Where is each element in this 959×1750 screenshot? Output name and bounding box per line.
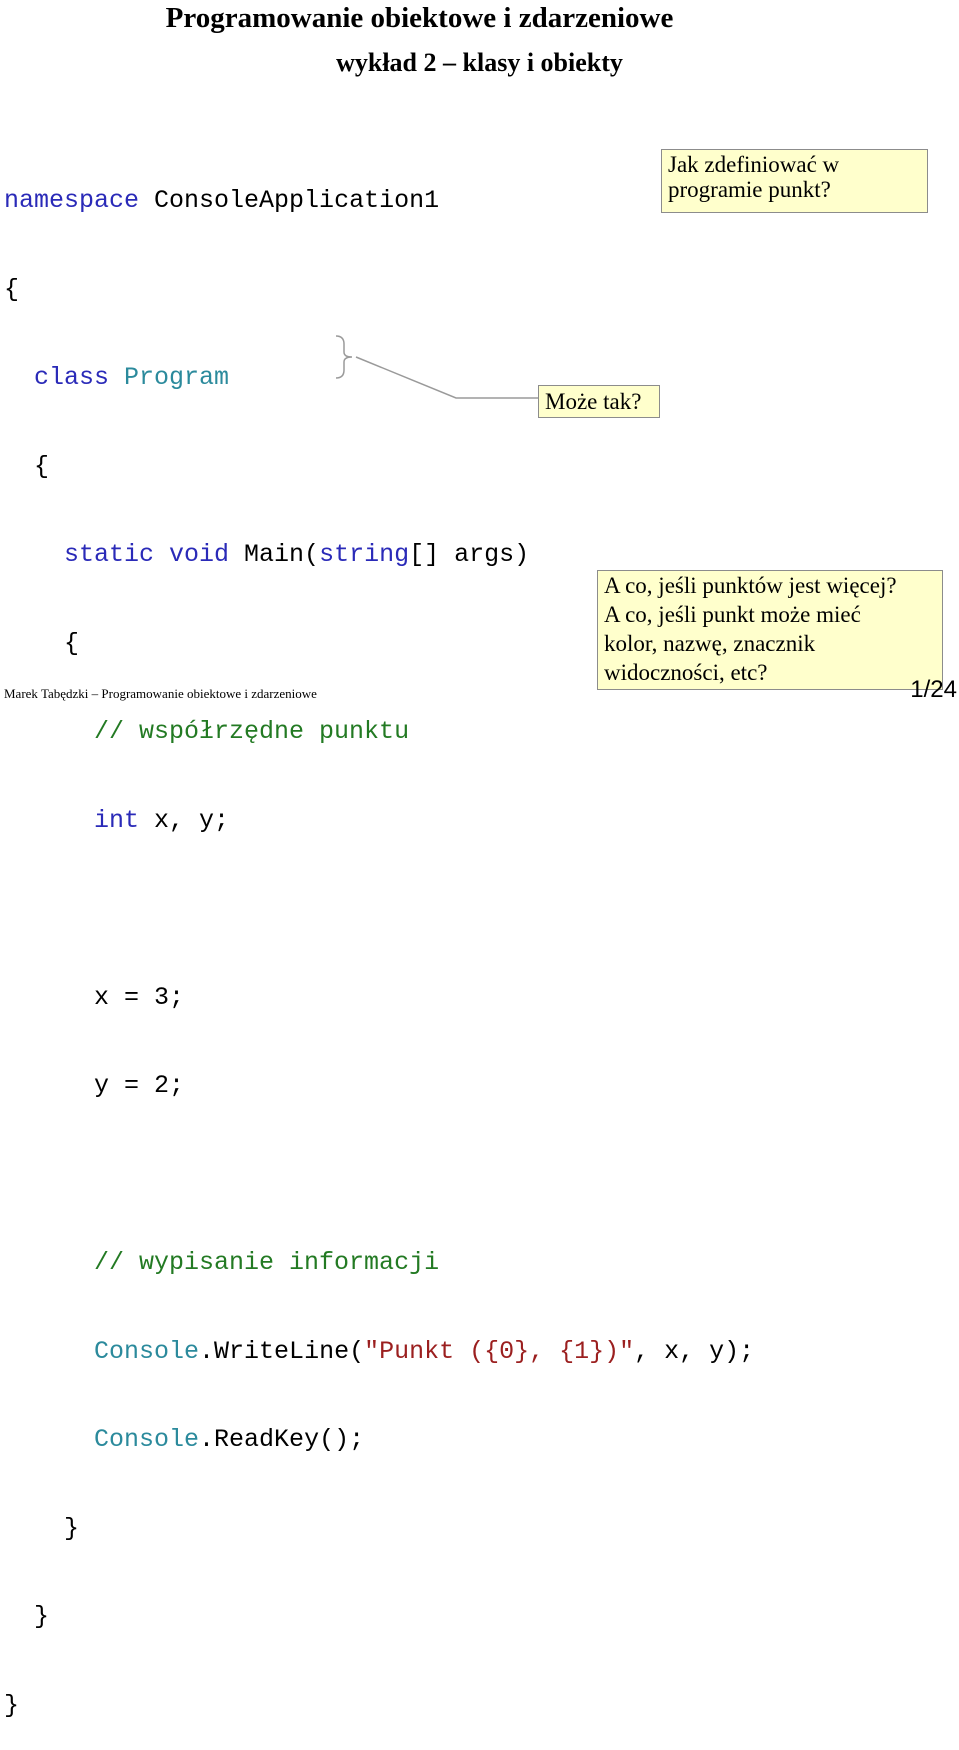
code-line-10: [4, 983, 754, 1013]
code-text: .WriteLine(: [199, 1336, 365, 1366]
code-line-15: [4, 1425, 754, 1455]
note-line: kolor, nazwę, znacznik: [604, 631, 816, 656]
code-indent: [4, 363, 34, 392]
code-line-13: [4, 1248, 754, 1278]
code-indent: [4, 717, 94, 746]
code-keyword: namespace: [4, 186, 140, 215]
code-keyword: string: [319, 540, 410, 569]
code-text: }: [4, 1602, 50, 1631]
code-text: ConsoleApplication1: [139, 186, 440, 215]
code-comment: // współrzędne punktu: [94, 717, 410, 746]
code-text: [] args): [409, 540, 530, 569]
note-line: A co, jeśli punktów jest więcej?: [604, 573, 897, 598]
code-line-11: [4, 1071, 754, 1101]
code-line-7: [4, 717, 754, 747]
code-indent: [4, 806, 94, 835]
code-text: Main(: [229, 540, 320, 569]
footer-author: Marek Tabędzki – Programowanie obiektowe i zdarzeniowe: [4, 686, 317, 701]
code-type: Program: [124, 363, 230, 392]
code-line-18: [4, 1691, 754, 1721]
code-line-9: [4, 894, 754, 924]
code-line-2: [4, 275, 754, 305]
code-type: Console: [94, 1425, 200, 1454]
code-text: y = 2;: [4, 1071, 185, 1100]
code-line-8: [4, 806, 754, 836]
code-text: }: [4, 1690, 20, 1720]
code-keyword: static void: [64, 540, 230, 569]
code-space: [109, 363, 124, 392]
code-line-14: [4, 1337, 754, 1367]
code-indent: [4, 1425, 94, 1454]
code-line-17: [4, 1602, 754, 1632]
code-comment: // wypisanie informacji: [94, 1248, 440, 1277]
code-line-5: [4, 540, 754, 570]
code-text: }: [4, 1513, 80, 1543]
note-line: widoczności, etc?: [604, 660, 768, 685]
code-text: x = 3;: [4, 982, 185, 1012]
code-text: {: [4, 628, 80, 658]
code-text: {: [4, 451, 50, 481]
note-more-points: [597, 570, 943, 690]
code-indent: [4, 1337, 94, 1366]
code-string: "Punkt ({0}, {1})": [364, 1336, 635, 1366]
code-line-4: [4, 452, 754, 482]
code-line-16: [4, 1514, 754, 1544]
code-indent: [4, 540, 64, 569]
note-maybe-so: Może tak?: [538, 385, 660, 418]
note-line: A co, jeśli punkt może mieć: [604, 602, 861, 627]
page-number: 1/24: [910, 676, 957, 703]
code-line-1: [4, 186, 754, 216]
code-line-12: [4, 1160, 754, 1190]
code-listing: [4, 127, 754, 1750]
code-keyword: class: [34, 363, 110, 392]
code-text: .ReadKey();: [199, 1425, 365, 1454]
code-type: Console: [94, 1336, 200, 1366]
note-define-point: Jak zdefiniować w programie punkt?: [661, 149, 928, 213]
slide-title: Programowanie obiektowe i zdarzeniowe: [165, 2, 674, 34]
code-text: x, y;: [139, 805, 230, 835]
code-text: {: [4, 274, 20, 304]
code-indent: [4, 1248, 94, 1277]
code-text: , x, y);: [634, 1336, 755, 1366]
code-keyword: int: [94, 805, 140, 835]
slide-subtitle: wykład 2 – klasy i obiekty: [336, 48, 623, 77]
